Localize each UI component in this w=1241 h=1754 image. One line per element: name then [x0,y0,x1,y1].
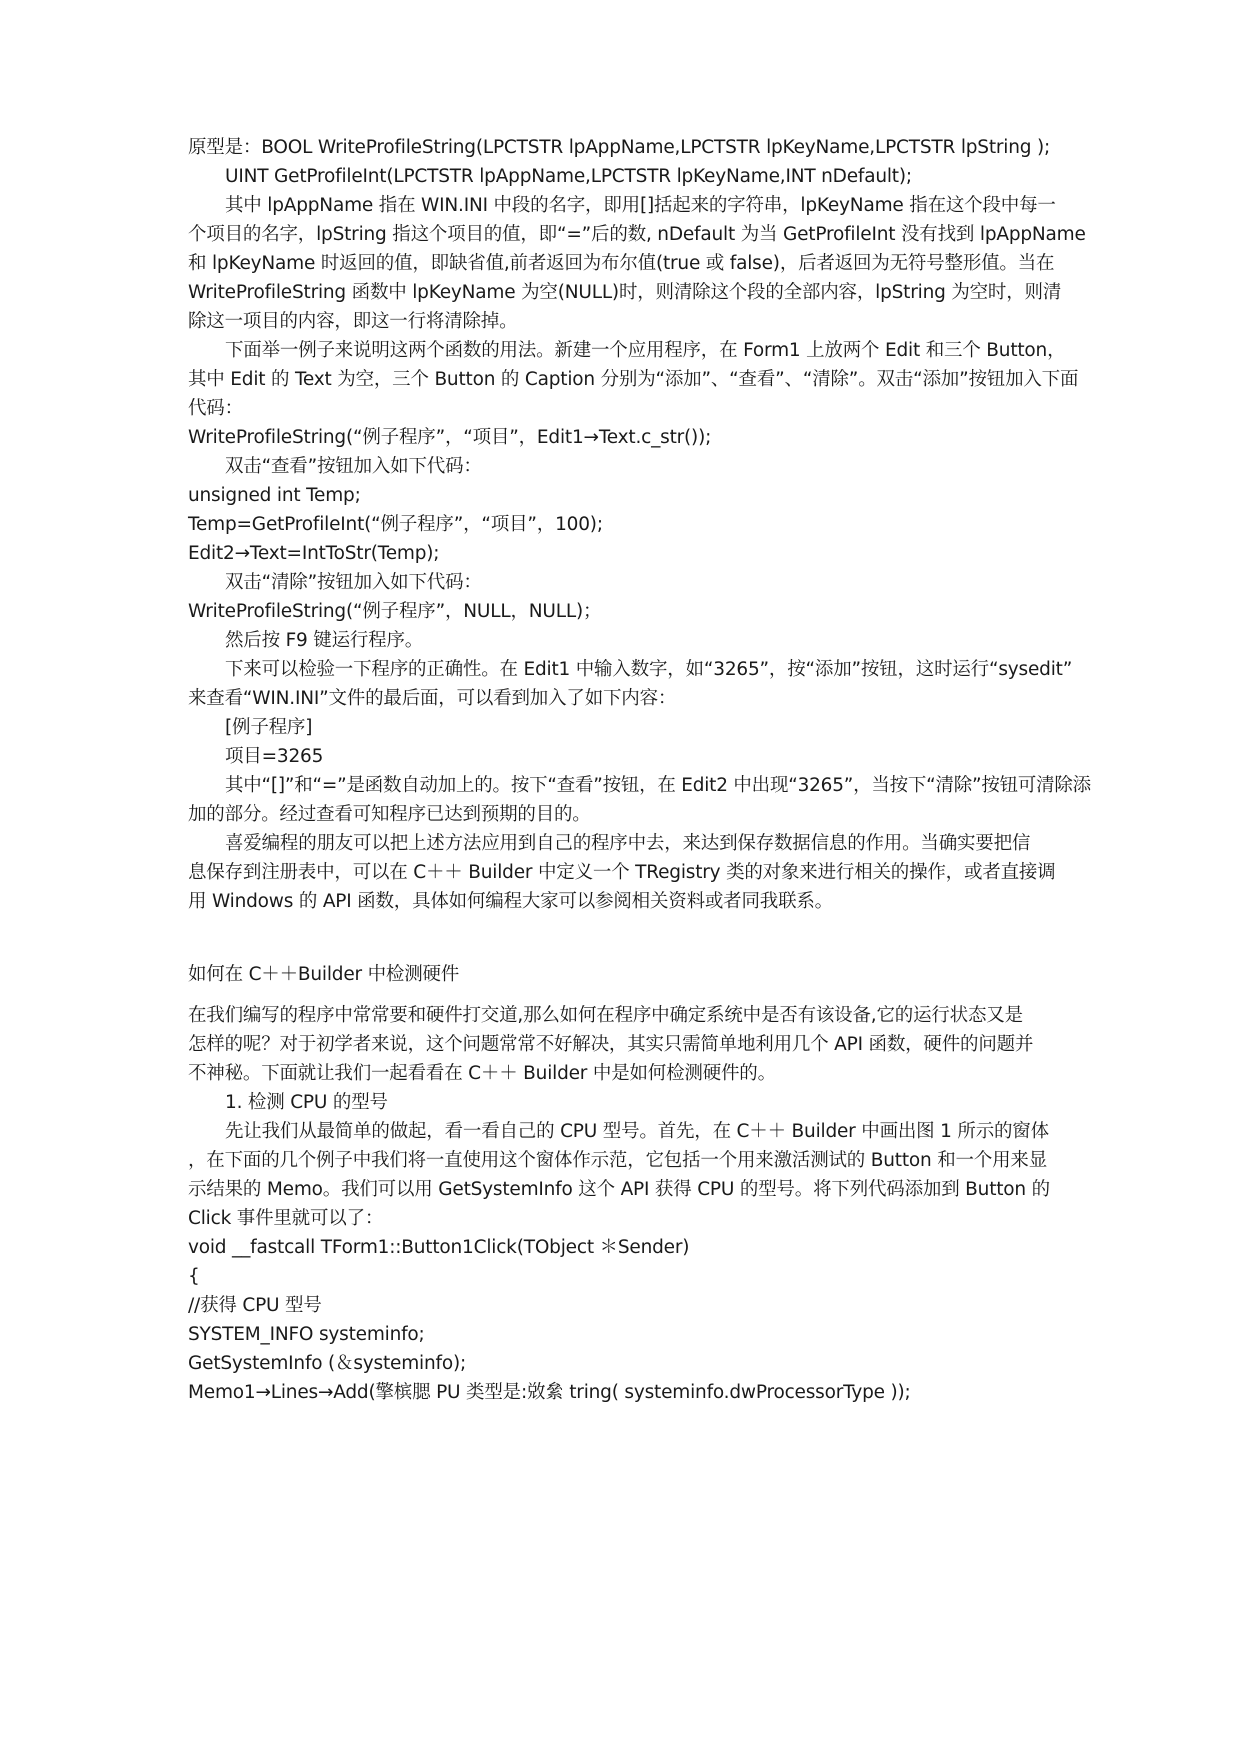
text-line: 除这一项目的内容，即这一行将清除掉。 [188,311,518,332]
code-line: Edit2→Text=IntToStr(Temp); [188,543,440,564]
text-line: 代码： [188,398,243,419]
code-line: GetSystemInfo (＆systeminfo); [188,1353,466,1374]
text-line: 加的部分。经过查看可知程序已达到预期的目的。 [188,804,591,825]
text-line: 下来可以检验一下程序的正确性。在 Edit1 中输入数字，如“3265”，按“添加”按钮，这时运行“sysedit” [225,659,1073,680]
code-line: void __fastcall TForm1::Button1Click(TObject ＊Sender) [188,1237,690,1258]
text-line: 用 Windows 的 API 函数，具体如何编程大家可以参阅相关资料或者同我联系。 [188,891,833,912]
code-line: Memo1→Lines→Add(擎槟腮 PU 类型是:敚絫 tring( systeminfo.dwProcessorType )); [188,1382,911,1403]
code-line: unsigned int Temp; [188,485,361,506]
text-line: ，在下面的几个例子中我们将一直使用这个窗体作示范，它包括一个用来激活测试的 Button 和一个用来显 [188,1150,1048,1171]
text-line: Click 事件里就可以了： [188,1208,384,1229]
text-line: 项目=3265 [225,746,324,767]
text-line: 来查看“WIN.INI”文件的最后面，可以看到加入了如下内容： [188,688,677,709]
text-line: 不神秘。下面就让我们一起看看在 C＋＋ Builder 中是如何检测硬件的。 [188,1063,776,1084]
text-line: 在我们编写的程序中常常要和硬件打交道,那么如何在程序中确定系统中是否有该设备,它的运行状态又是 [188,1005,1023,1026]
text-line: 先让我们从最简单的做起，看一看自己的 CPU 型号。首先，在 C＋＋ Builder 中画出图 1 所示的窗体 [225,1121,1049,1142]
code-line: Temp=GetProfileInt(“例子程序”，“项目”，100); [188,514,603,535]
text-line: 下面举一例子来说明这两个函数的用法。新建一个应用程序，在 Form1 上放两个 Edit 和三个 Button， [225,340,1066,361]
text-line: 其中 lpAppName 指在 WIN.INI 中段的名字，即用[]括起来的字符串，lpKeyName 指在这个段中每一 [225,195,1056,216]
text-line: 其中“[]”和“=”是函数自动加上的。按下“查看”按钮，在 Edit2 中出现“3265”，当按下“清除”按钮可清除添 [225,775,1091,796]
text-line: 然后按 F9 键运行程序。 [225,630,424,651]
text-line: [例子程序] [225,717,313,738]
text-line: UINT GetProfileInt(LPCTSTR lpAppName,LPCTSTR lpKeyName,INT nDefault); [225,166,912,187]
code-line: WriteProfileString(“例子程序”，“项目”，Edit1→Text.c_str()); [188,427,712,448]
text-line: 息保存到注册表中，可以在 C＋＋ Builder 中定义一个 TRegistry 类的对象来进行相关的操作，或者直接调 [188,862,1056,883]
section-title: 如何在 C＋＋Builder 中检测硬件 [188,964,460,985]
text-line: 双击“清除”按钮加入如下代码： [225,572,482,593]
text-line: 原型是：BOOL WriteProfileString(LPCTSTR lpAppName,LPCTSTR lpKeyName,LPCTSTR lpString ); [188,137,1051,158]
code-line: WriteProfileString(“例子程序”，NULL，NULL)； [188,601,602,622]
text-line: 怎样的呢？对于初学者来说，这个问题常常不好解决，其实只需简单地利用几个 API 函数，硬件的问题并 [188,1034,1034,1055]
text-line: 和 lpKeyName 时返回的值，即缺省值,前者返回为布尔值(true 或 false)，后者返回为无符号整形值。当在 [188,253,1055,274]
code-line: { [188,1266,200,1287]
text-line: 个项目的名字，lpString 指这个项目的值，即“=”后的数, nDefault 为当 GetProfileInt 没有找到 lpAppName [188,224,1086,245]
text-line: 喜爱编程的朋友可以把上述方法应用到自己的程序中去，来达到保存数据信息的作用。当确实要把信 [225,833,1031,854]
text-line: 双击“查看”按钮加入如下代码： [225,456,482,477]
code-line: //获得 CPU 型号 [188,1295,322,1316]
text-line: WriteProfileString 函数中 lpKeyName 为空(NULL)时，则清除这个段的全部内容，lpString 为空时，则清 [188,282,1062,303]
text-line: 其中 Edit 的 Text 为空，三个 Button 的 Caption 分别为“添加”、“查看”、“清除”。双击“添加”按钮加入下面 [188,369,1079,390]
code-line: SYSTEM_INFO systeminfo; [188,1324,425,1345]
subsection-title: 1. 检测 CPU 的型号 [225,1092,388,1113]
text-line: 示结果的 Memo。我们可以用 GetSystemInfo 这个 API 获得 CPU 的型号。将下列代码添加到 Button 的 [188,1179,1050,1200]
